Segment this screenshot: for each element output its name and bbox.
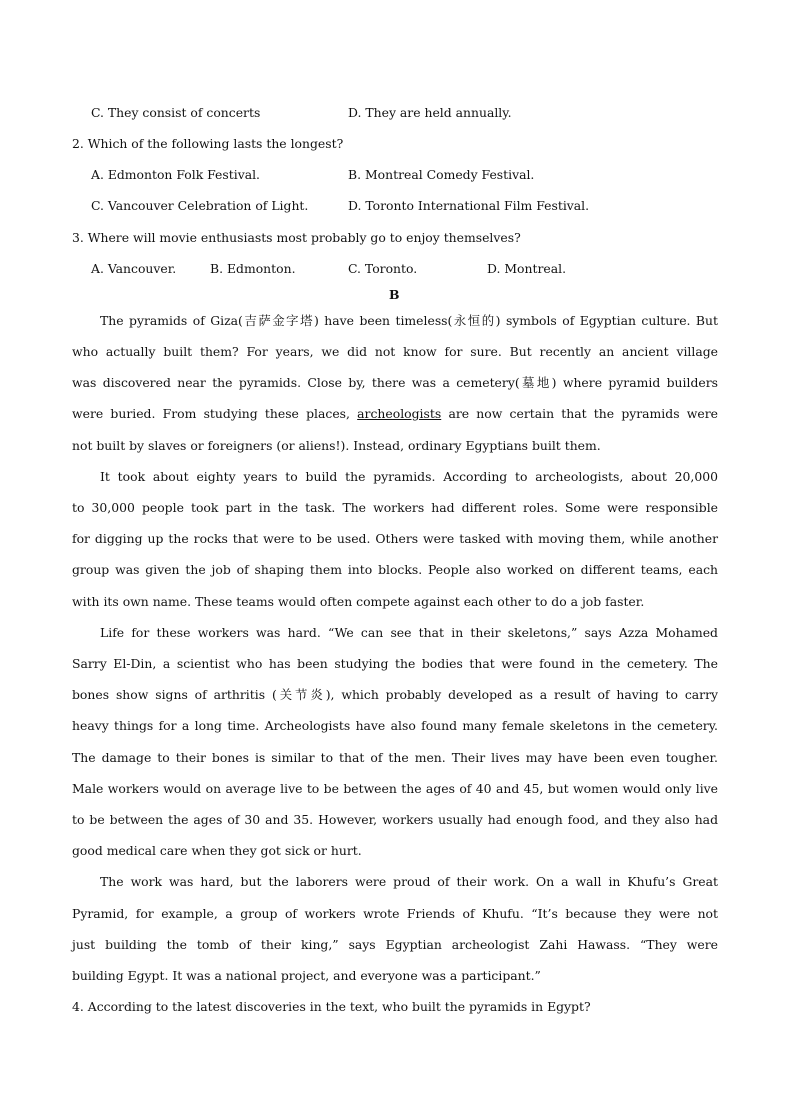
q3-option-d: D. Montreal. bbox=[487, 261, 567, 276]
q4-question: 4. According to the latest discoveries in the text, who built the pyramids in Egypt? bbox=[72, 999, 591, 1014]
p1-line-4 bbox=[72, 406, 718, 422]
q3-option-a: A. Vancouver. bbox=[91, 261, 177, 276]
q2-option-b: B. Montreal Comedy Festival. bbox=[348, 167, 535, 182]
p1-line-3: was discovered near the pyramids. Close by, there was a cemetery(墓地) where pyramid builders bbox=[72, 375, 718, 390]
p4-line-2: Pyramid, for example, a group of workers wrote Friends of Khufu. “It’s because they were not bbox=[72, 906, 718, 921]
p3-line-7: to be between the ages of 30 and 35. However, workers usually had enough food, and they also had bbox=[72, 812, 718, 827]
p3-line-2: Sarry El-Din, a scientist who has been studying the bodies that were found in the cemetery. The bbox=[72, 656, 718, 671]
p1-line-1: The pyramids of Giza(吉萨金字塔) have been timeless(永恒的) symbols of Egyptian culture. But bbox=[100, 313, 718, 328]
q2-option-c: C. Vancouver Celebration of Light. bbox=[91, 198, 309, 213]
p3-line-5: The damage to their bones is similar to that of the men. Their lives may have been even tougher. bbox=[72, 750, 718, 765]
p4-line-4: building Egypt. It was a national project, and everyone was a participant.” bbox=[72, 968, 541, 983]
q3-question: 3. Where will movie enthusiasts most probably go to enjoy themselves? bbox=[72, 230, 521, 245]
p2-line-5: with its own name. These teams would often compete against each other to do a job faster. bbox=[72, 594, 645, 609]
p4-line-3: just building the tomb of their king,” says Egyptian archeologist Zahi Hawass. “They were bbox=[72, 937, 718, 952]
q1-option-d: D. They are held annually. bbox=[348, 105, 512, 120]
q2-option-d: D. Toronto International Film Festival. bbox=[348, 198, 590, 213]
p1-line-4-post: are now certain that the pyramids were bbox=[448, 406, 718, 421]
p1-line-2: who actually built them? For years, we did not know for sure. But recently an ancient village bbox=[72, 344, 718, 359]
section-title: B bbox=[389, 287, 400, 302]
p3-line-4: heavy things for a long time. Archeologists have also found many female skeletons in the cemetery. bbox=[72, 718, 718, 733]
p2-line-2: to 30,000 people took part in the task. The workers had different roles. Some were responsible bbox=[72, 500, 718, 515]
p2-line-4: group was given the job of shaping them into blocks. People also worked on different teams, each bbox=[72, 562, 718, 577]
p3-line-3: bones show signs of arthritis (关节炎), which probably developed as a result of having to carry bbox=[72, 687, 718, 702]
q3-option-b: B. Edmonton. bbox=[210, 261, 296, 276]
p1-line-4-pre: were buried. From studying these places, bbox=[72, 406, 350, 421]
q2-question: 2. Which of the following lasts the longest? bbox=[72, 136, 344, 151]
p1-line-5: not built by slaves or foreigners (or aliens!). Instead, ordinary Egyptians built them. bbox=[72, 438, 601, 453]
p3-line-1: Life for these workers was hard. “We can see that in their skeletons,” says Azza Mohamed bbox=[100, 625, 718, 640]
q2-option-a: A. Edmonton Folk Festival. bbox=[91, 167, 260, 182]
p2-line-3: for digging up the rocks that were to be used. Others were tasked with moving them, while another bbox=[72, 531, 718, 546]
underlined-word-archeologists: archeologists bbox=[357, 406, 442, 421]
q3-option-c: C. Toronto. bbox=[348, 261, 418, 276]
p3-line-6: Male workers would on average live to be between the ages of 40 and 45, but women would only live bbox=[72, 781, 718, 796]
p2-line-1: It took about eighty years to build the pyramids. According to archeologists, about 20,000 bbox=[100, 469, 718, 484]
p4-line-1: The work was hard, but the laborers were proud of their work. On a wall in Khufu’s Great bbox=[100, 874, 718, 889]
p3-line-8: good medical care when they got sick or hurt. bbox=[72, 843, 362, 858]
q1-option-c: C. They consist of concerts bbox=[91, 105, 261, 120]
